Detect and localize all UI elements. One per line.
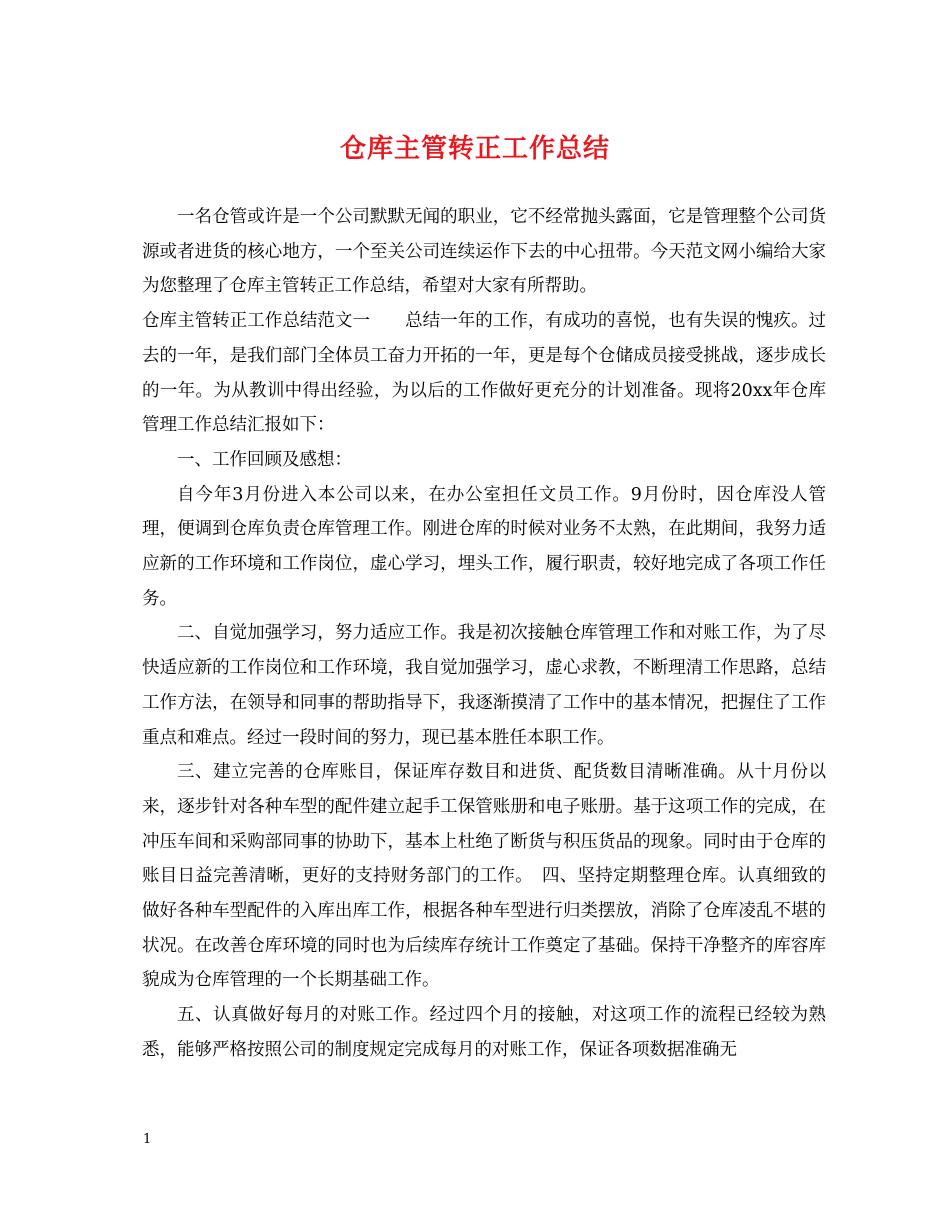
paragraph-work-review: 自今年3月份进入本公司以来，在办公室担任文员工作。9月份时，因仓库没人管理，便调到仓库负责仓库管理工作。刚进仓库的时候对业务不太熟，在此期间，我努力适应新的工作环境和工作岗位，虚心学习，埋头工作，履行职责，较好地完成了各项工作任务。 xyxy=(142,484,826,609)
paragraph-sample-one: 仓库主管转正工作总结范文一 总结一年的工作，有成功的喜悦，也有失误的愧疚。过去的一年，是我们部门全体员工奋力开拓的一年，更是每个仓储成员接受挑战，逐步成长的一年。为从教训中得出经验，为以后的工作做好更充分的计划准备。现将20xx年仓库管理工作总结汇报如下： xyxy=(142,311,826,436)
paragraph-section-two: 二、自觉加强学习，努力适应工作。我是初次接触仓库管理工作和对账工作，为了尽快适应新的工作岗位和工作环境，我自觉加强学习，虚心求教，不断理清工作思路，总结工作方法，在领导和同事的帮助指导下，我逐渐摸清了工作中的基本情况，把握住了工作重点和难点。经过一段时间的努力，现已基本胜任本职工作。 xyxy=(142,623,826,748)
page-title: 仓库主管转正工作总结 xyxy=(339,134,610,164)
page-number: 1 xyxy=(143,1132,152,1147)
paragraph-section-three: 三、建立完善的仓库账目，保证库存数目和进货、配货数目清晰准确。从十月份以来，逐步针对各种车型的配件建立起手工保管账册和电子账册。基于这项工作的完成，在冲压车间和采购部同事的协助下，基本上杜绝了断货与积压货品的现象。同时由于仓库的账目日益完善清晰，更好的支持财务部门的工作。 四、坚持定期整理仓库。认真细致的做好各种车型配件的入库出库工作，根据各种车型进行归类摆放，消除了仓库凌乱不堪的状况。在改善仓库环境的同时也为后续库存统计工作奠定了基础。保持干净整齐的库容库貌成为仓库管理的一个长期基础工作。 xyxy=(142,762,826,991)
paragraph-section-five: 五、认真做好每月的对账工作。经过四个月的接触，对这项工作的流程已经较为熟悉，能够严格按照公司的制度规定完成每月的对账工作，保证各项数据准确无 xyxy=(142,1005,826,1060)
paragraph-intro: 一名仓管或许是一个公司默默无闻的职业，它不经常抛头露面，它是管理整个公司货源或者进货的核心地方，一个至关公司连续运作下去的中心扭带。今天范文网小编给大家为您整理了仓库主管转正工作总结，希望对大家有所帮助。 xyxy=(142,207,826,297)
paragraph-section-one-heading: 一、工作回顾及感想： xyxy=(177,449,352,470)
document-body xyxy=(142,200,826,1068)
